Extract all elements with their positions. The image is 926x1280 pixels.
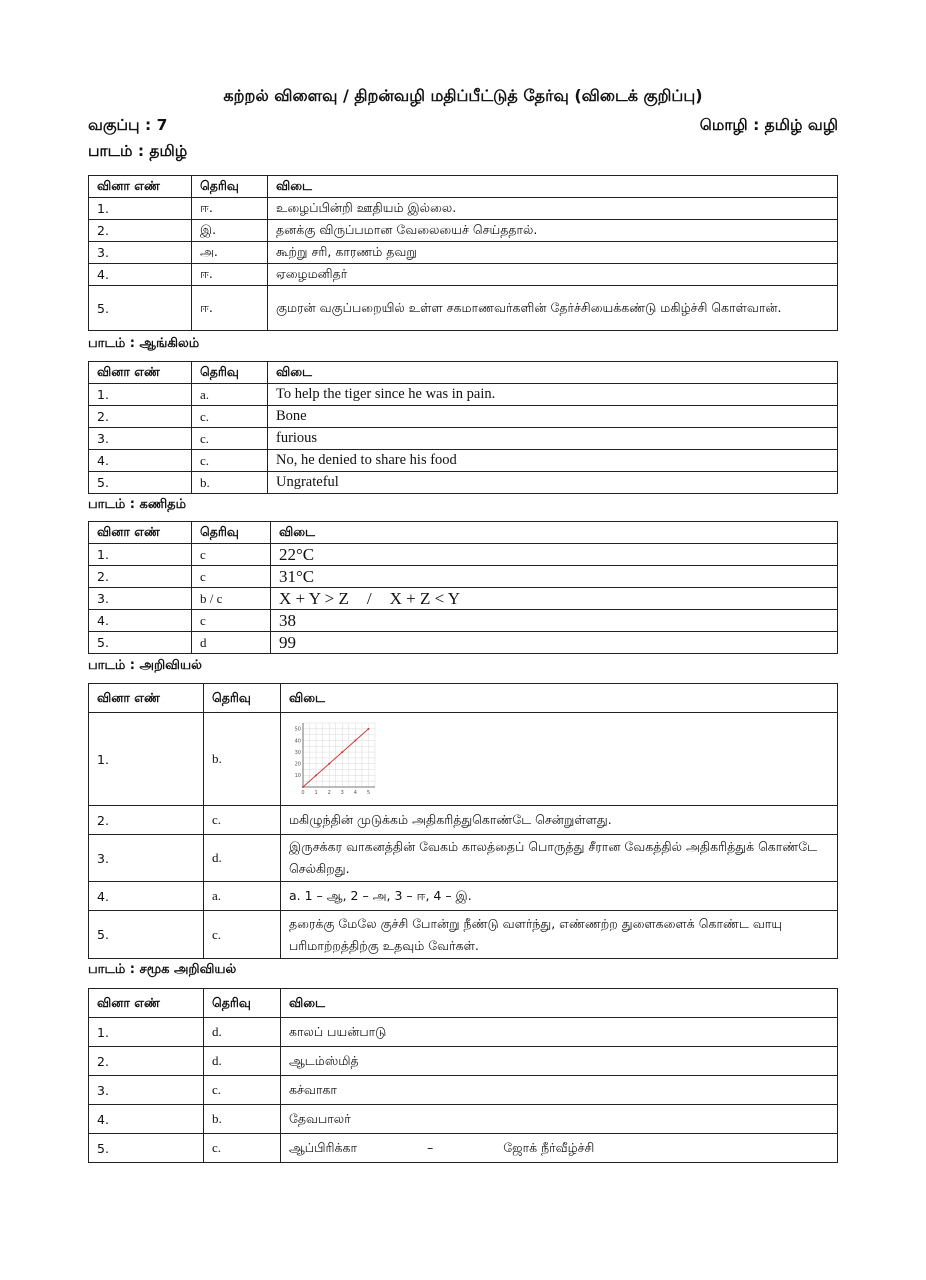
question-no: 3. [89,242,192,264]
col-question-no: வினா எண் [89,362,192,384]
table-row [89,632,838,654]
medium-label: மொழி : தமிழ் வழி [699,116,838,134]
table-header-row [89,989,838,1018]
table-row [89,1047,838,1076]
col-question-no: வினா எண் [89,176,192,198]
page-title: கற்றல் விளைவு / திறன்வழி மதிப்பீட்டுத் தேர்வு (விடைக் குறிப்பு) [223,86,703,105]
table-row [89,713,838,806]
option: c [192,610,271,632]
col-option: தெரிவு [192,522,271,544]
table-row [89,286,838,331]
answer: Ungrateful [268,472,838,494]
col-answer: விடை [268,362,838,384]
english-answer-table [88,361,838,494]
subject-heading-tamil: பாடம் : தமிழ் [88,142,188,160]
data-point [328,762,330,764]
col-question-no: வினா எண் [89,684,204,713]
subject-heading-maths: பாடம் : கணிதம் [88,497,187,512]
option: c [192,566,271,588]
question-no: 2. [89,220,192,242]
question-no: 4. [89,882,204,911]
question-no: 1. [89,384,192,406]
data-point [367,727,369,729]
answer: தனக்கு விருப்பமான வேலையைச் செய்ததால். [268,220,838,242]
table-row [89,450,838,472]
y-tick-label: 10 [294,772,301,779]
class-label: வகுப்பு : 7 [88,116,168,134]
question-no: 5. [89,286,192,331]
table-row [89,406,838,428]
table-row [89,428,838,450]
option: d [192,632,271,654]
option: d. [204,1018,281,1047]
table-row [89,911,838,959]
question-no: 3. [89,588,192,610]
col-option: தெரிவு [192,176,268,198]
option: c. [192,428,268,450]
answer: இருசக்கர வாகனத்தின் வேகம் காலத்தைப் பொருத்து சீரான வேகத்தில் அதிகரித்துக் கொண்டே செல்கிறது. [281,835,838,882]
table-row [89,264,838,286]
table-row [89,242,838,264]
answer: கூற்று சரி, காரணம் தவறு [268,242,838,264]
science-answer-table [88,683,838,959]
table-row [89,198,838,220]
question-no: 5. [89,472,192,494]
option: c. [204,911,281,959]
option: c. [192,406,268,428]
col-answer: விடை [281,684,838,713]
question-no: 3. [89,835,204,882]
option: c. [204,1076,281,1105]
x-tick-label: 4 [353,789,357,796]
y-tick-label: 20 [294,761,301,768]
x-tick-label: 2 [327,789,331,796]
table-row [89,588,838,610]
answer: தரைக்கு மேலே குச்சி போன்று நீண்டு வளர்ந்து, எண்ணற்ற துளைகளைக் கொண்ட வாயு பரிமாற்றத்திற்கு உதவும் வேர்கள். [281,911,838,959]
col-question-no: வினா எண் [89,522,192,544]
subject-heading-science: பாடம் : அறிவியல் [88,658,202,673]
table-row [89,1134,838,1163]
y-tick-label: 50 [294,726,301,733]
answer: தேவபாலர் [281,1105,838,1134]
answer-separator: – [427,1139,434,1155]
table-header-row [89,176,838,198]
col-option: தெரிவு [192,362,268,384]
question-no: 4. [89,450,192,472]
answer-part-a: ஆப்பிரிக்கா [289,1139,358,1155]
answer: காலப் பயன்பாடு [281,1018,838,1047]
answer: 31°C [271,566,838,588]
table-row [89,472,838,494]
table-row [89,384,838,406]
answer-part-b: X + Z < Y [389,588,461,608]
col-answer: விடை [268,176,838,198]
col-answer: விடை [281,989,838,1018]
table-row [89,835,838,882]
x-tick-label: 5 [366,789,371,796]
line-graph [289,719,379,797]
y-tick-label: 30 [294,749,301,756]
data-point [354,739,356,741]
x-tick-label: 0 [301,789,305,796]
col-option: தெரிவு [204,989,281,1018]
answer: furious [268,428,838,450]
option: ஈ. [192,198,268,220]
answer: Bone [268,406,838,428]
answer: 22°C [271,544,838,566]
table-row [89,220,838,242]
x-tick-label: 1 [314,789,318,796]
option: b. [192,472,268,494]
question-no: 3. [89,1076,204,1105]
answer: மகிழுந்தின் முடுக்கம் அதிகரித்துகொண்டே சென்றுள்ளது. [281,806,838,835]
question-no: 1. [89,198,192,220]
table-row [89,566,838,588]
data-point [341,751,343,753]
question-no: 4. [89,1105,204,1134]
option: d. [204,1047,281,1076]
maths-answer-table [88,521,838,654]
answer: a. 1 – ஆ, 2 – அ, 3 – ஈ, 4 – இ. [281,882,838,911]
table-row [89,1105,838,1134]
question-no: 5. [89,632,192,654]
question-no: 2. [89,1047,204,1076]
answer: உழைப்பின்றி ஊதியம் இல்லை. [268,198,838,220]
table-header-row [89,684,838,713]
question-no: 2. [89,806,204,835]
question-no: 3. [89,428,192,450]
option: அ. [192,242,268,264]
table-header-row [89,362,838,384]
col-question-no: வினா எண் [89,989,204,1018]
option: c. [192,450,268,472]
answer: ஆடம்ஸ்மித் [281,1047,838,1076]
col-option: தெரிவு [204,684,281,713]
subject-heading-english: பாடம் : ஆங்கிலம் [88,336,200,351]
question-no: 4. [89,610,192,632]
answer [281,1134,838,1163]
data-point [302,786,304,788]
answer: 38 [271,610,838,632]
answer: 99 [271,632,838,654]
table-row [89,806,838,835]
table-header-row [89,522,838,544]
table-row [89,1076,838,1105]
social-answer-table [88,988,838,1163]
answer-graph-cell [281,713,838,806]
option: b. [204,713,281,806]
table-row [89,882,838,911]
option: c. [204,1134,281,1163]
answer [271,588,838,610]
option: இ. [192,220,268,242]
answer-part-a: X + Y > Z [279,588,349,608]
x-tick-label: 3 [340,789,344,796]
col-answer: விடை [271,522,838,544]
question-no: 4. [89,264,192,286]
answer-separator: / [366,588,372,608]
y-tick-label: 40 [294,737,301,744]
answer: குமரன் வகுப்பறையில் உள்ள சகமாணவர்களின் தேர்ச்சியைக்கண்டு மகிழ்ச்சி கொள்வான். [268,286,838,331]
question-no: 1. [89,544,192,566]
answer: To help the tiger since he was in pain. [268,384,838,406]
question-no: 5. [89,1134,204,1163]
question-no: 1. [89,1018,204,1047]
option: c. [204,806,281,835]
data-point [315,774,317,776]
table-row [89,1018,838,1047]
answer: No, he denied to share his food [268,450,838,472]
option: d. [204,835,281,882]
option: ஈ. [192,286,268,331]
option: b / c [192,588,271,610]
question-no: 2. [89,406,192,428]
table-row [89,610,838,632]
subject-heading-social: பாடம் : சமூக அறிவியல் [88,962,237,977]
question-no: 1. [89,713,204,806]
option: a. [204,882,281,911]
question-no: 2. [89,566,192,588]
question-no: 5. [89,911,204,959]
option: c [192,544,271,566]
option: a. [192,384,268,406]
option: b. [204,1105,281,1134]
answer-part-b: ஜோக் நீர்வீழ்ச்சி [503,1139,595,1155]
answer: ஏழைமனிதர் [268,264,838,286]
table-row [89,544,838,566]
option: ஈ. [192,264,268,286]
tamil-answer-table [88,175,838,331]
answer: கச்வாகா [281,1076,838,1105]
